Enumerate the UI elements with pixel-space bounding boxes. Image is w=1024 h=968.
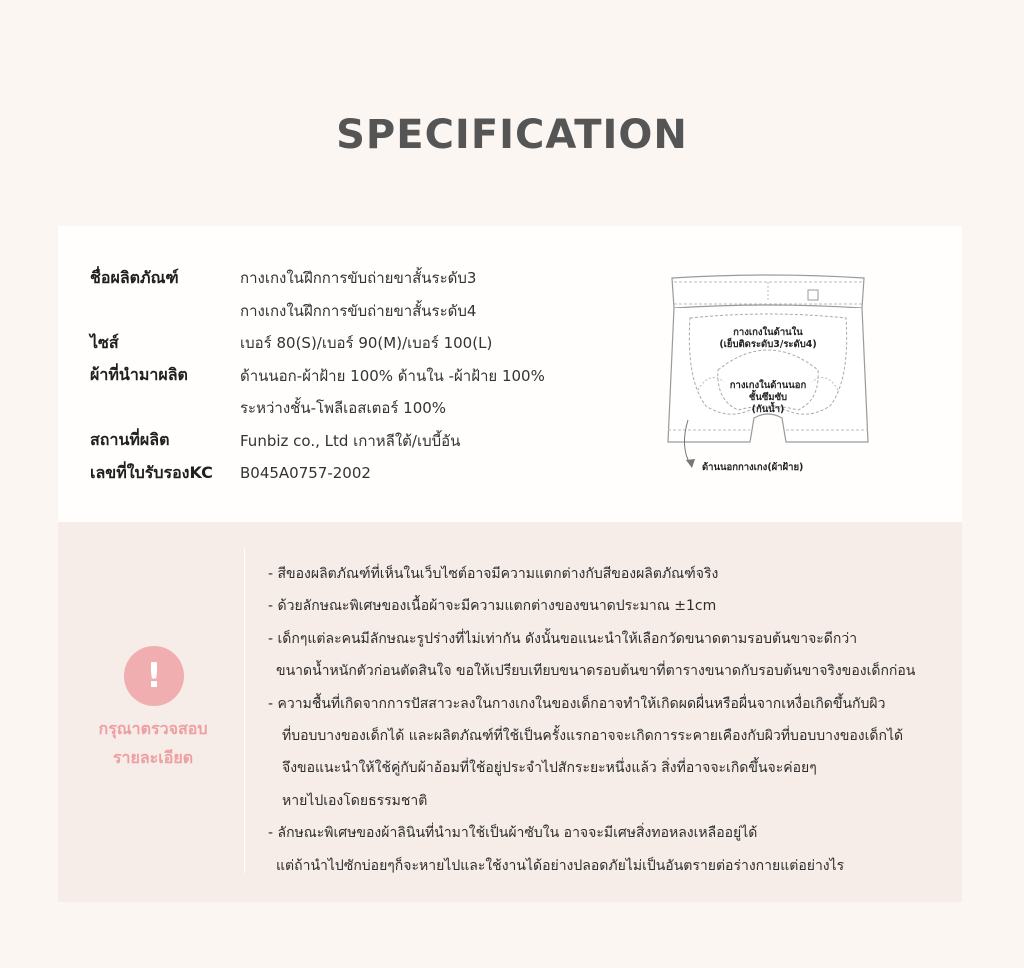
divider [244,548,245,873]
spec-table [90,262,545,490]
list-item: - ด้วยลักษณะพิเศษของเนื้อผ้าจะมีความแตกต่างของขนาดประมาณ ±1cm [268,598,717,615]
spec-label: ชื่อผลิตภัณฑ์ [90,267,179,287]
spec-label: เลขที่ใบรับรองKC [90,462,213,482]
list-item: หายไปเองโดยธรรมชาติ [282,792,428,809]
spec-row [90,327,545,360]
shorts-illustration [658,270,878,480]
spec-label: ผ้าที่นำมาผลิต [90,365,188,385]
spec-value: กางเกงในฝึกการขับถ่ายขาสั้นระดับ3 [240,269,477,288]
absorb-label-line: (กันน้ำ) [751,404,785,415]
spec-value: ระหว่างชั้น-โพลีเอสเตอร์ 100% [240,399,447,418]
notice-label [78,714,228,772]
absorbent-layer-label [708,380,828,416]
notice-label-line: รายละเอียด [112,748,194,767]
inner-layer-label [698,327,838,351]
list-item: แต่ถ้านำไปซักบ่อยๆก็จะหายไปและใช้งานได้อย่างปลอดภัยไม่เป็นอันตรายต่อร่างกายแต่อย่างไร [276,857,845,874]
spec-row [90,360,545,393]
spec-value: เบอร์ 80(S)/เบอร์ 90(M)/เบอร์ 100(L) [240,334,493,353]
absorb-label-line: ชั้นซึมซับ [748,392,788,403]
list-item: - สีของผลิตภัณฑ์ที่เห็นในเว็บไซต์อาจมีความแตกต่างกับสีของผลิตภัณฑ์จริง [268,566,719,582]
list-item: จึงขอแนะนำให้ใช้คู่กับผ้าอ้อมที่ใช้อยู่ประจำไปสักระยะหนึ่งแล้ว สิ่งที่อาจจะเกิดขึ้นจะค่อยๆ [282,760,817,777]
spec-row [90,392,545,425]
page-title: SPECIFICATION [336,112,688,158]
spec-row [90,295,545,328]
absorb-label-line: กางเกงในด้านนอก [729,380,807,391]
spec-label: สถานที่ผลิต [90,430,170,450]
inner-label-line: กางเกงในด้านใน [733,327,803,338]
spec-value: ด้านนอก-ผ้าฝ้าย 100% ด้านใน -ผ้าฝ้าย 100% [240,366,545,385]
spec-row [90,262,545,295]
spec-row [90,425,545,458]
list-item: - ความชื้นที่เกิดจากการปัสสาวะลงในกางเกงในของเด็กอาจทำให้เกิดผดผื่นหรือผื่นจากเหงื่อเกิดขึ้นกับผิว [268,695,886,712]
list-item: - เด็กๆแต่ละคนมีลักษณะรูปร่างที่ไม่เท่ากัน ดังนั้นขอแนะนำให้เลือกวัดขนาดตามรอบต้นขาจะดีกว่า [268,630,858,647]
spec-value: Funbiz co., Ltd เกาหลีใต้/เบบี้อัน [240,431,461,450]
list-item: ขนาดน้ำหนักตัวก่อนตัดสินใจ ขอให้เปรียบเทียบขนาดรอบต้นขาที่ตารางขนาดกับรอบต้นขาจริงของเด็กก่อน [276,663,916,680]
inner-label-line: (เย็บติดระดับ3/ระดับ4) [719,339,817,350]
spec-row [90,457,545,490]
list-item: - ลักษณะพิเศษของผ้าลินินที่นำมาใช้เป็นผ้าซับใน อาจจะมีเศษสิ่งทอหลงเหลืออยู่ได้ [268,825,758,842]
notice-panel [58,522,962,902]
spec-label: ไซส์ [90,332,119,352]
spec-value: B045A0757-2002 [240,464,371,483]
list-item: ที่บอบบางของเด็กได้ และผลิตภัณฑ์ที่ใช้เป็นครั้งแรกอาจจะเกิดการระคายเคืองกับผิวที่บอบบางของเด็กได้ [282,727,904,744]
spec-card [58,226,962,522]
shorts-diagram [658,270,878,480]
spec-value: กางเกงในฝึกการขับถ่ายขาสั้นระดับ4 [240,301,477,320]
notice-label-line: กรุณาตรวจสอบ [98,719,208,738]
alert-icon: ! [124,646,184,706]
outer-fabric-label: ด้านนอกกางเกง(ผ้าฝ้าย) [702,462,804,473]
notice-list [268,558,915,882]
